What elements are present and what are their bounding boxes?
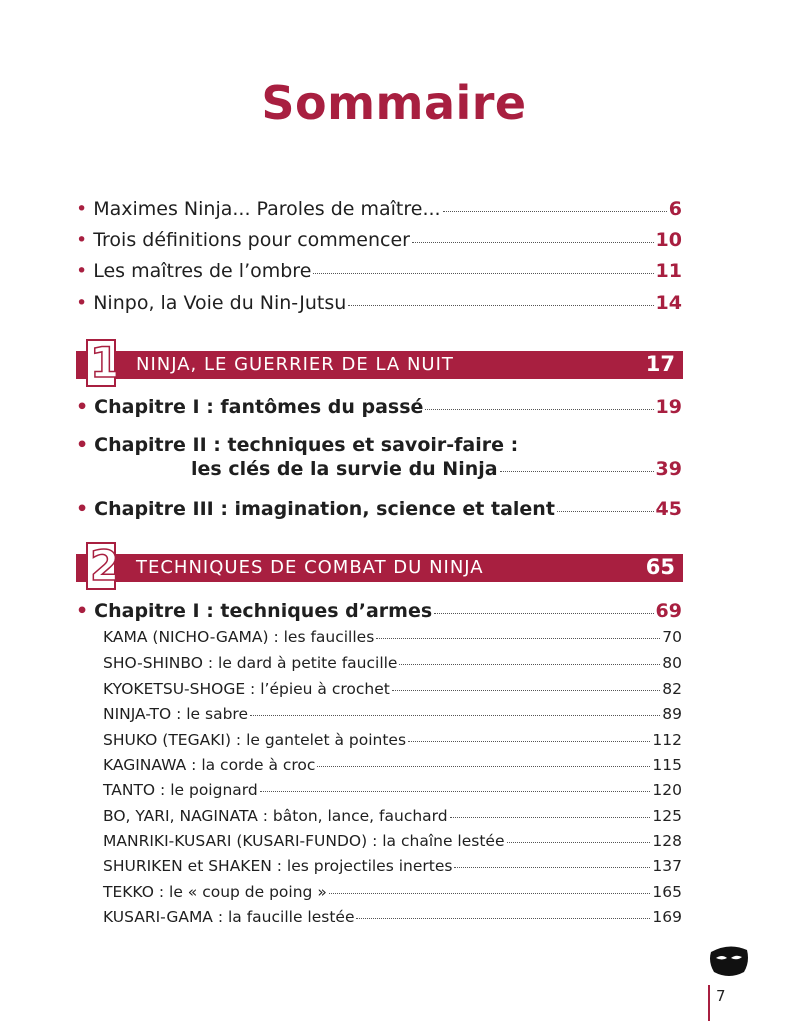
subentry[interactable] (103, 680, 682, 698)
subentry-text: SHO-SHINBO : le dard à petite faucille (103, 654, 398, 672)
chapter-page-number: 69 (655, 600, 682, 622)
bullet: • (76, 396, 89, 418)
part-number: 1 (90, 338, 120, 387)
subentry-text: BO, YARI, NAGINATA : bâton, lance, fauchard (103, 807, 448, 825)
leader-dots (408, 740, 650, 742)
leader-dots (329, 892, 651, 894)
leader-dots (250, 714, 660, 716)
leader-dots (376, 637, 660, 639)
subentry-page-number: 165 (652, 883, 682, 901)
chapter-title: Chapitre III : imagination, science et talent (94, 498, 555, 520)
subentry-page-number: 128 (652, 832, 682, 850)
bullet: • (76, 498, 89, 520)
subentry-text: KAMA (NICHO-GAMA) : les faucilles (103, 628, 375, 646)
toc-entry-text: Maximes Ninja... Paroles de maître... (93, 198, 441, 220)
chapter-entry[interactable] (76, 396, 682, 418)
page-title: Sommaire (261, 76, 527, 130)
leader-dots (392, 689, 660, 691)
leader-dots (557, 510, 654, 512)
subentry-page-number: 80 (662, 654, 682, 672)
leader-dots (260, 790, 651, 792)
bullet: • (76, 198, 88, 220)
part-1-header[interactable] (76, 338, 683, 387)
subentry-text: TANTO : le poignard (103, 781, 258, 799)
subentry[interactable] (103, 628, 682, 646)
leader-dots (412, 241, 654, 243)
subentry[interactable] (103, 807, 682, 825)
subentry-text: SHUKO (TEGAKI) : le gantelet à pointes (103, 731, 407, 749)
part-title: TECHNIQUES DE COMBAT DU NINJA (136, 557, 484, 578)
toc-page-number: 14 (655, 292, 682, 314)
part-title: NINJA, LE GUERRIER DE LA NUIT (136, 354, 454, 375)
leader-dots (348, 304, 653, 306)
toc-entry-text: Trois définitions pour commencer (93, 229, 410, 251)
subentry-page-number: 120 (652, 781, 682, 799)
subentry-page-number: 112 (652, 731, 682, 749)
toc-entry[interactable] (76, 229, 682, 251)
toc-entry-text: Ninpo, la Voie du Nin-Jutsu (93, 292, 347, 314)
subentry-text: KUSARI-GAMA : la faucille lestée (103, 908, 355, 926)
subentry[interactable] (103, 756, 682, 774)
toc-entry[interactable] (76, 198, 682, 220)
subentry-page-number: 70 (662, 628, 682, 646)
subentry-text: MANRIKI-KUSARI (KUSARI-FUNDO) : la chaîne lestée (103, 832, 505, 850)
chapter-title: les clés de la survie du Ninja (191, 458, 498, 480)
subentry-text: NINJA-TO : le sabre (103, 705, 248, 723)
subentry-text: KYOKETSU-SHOGE : l’épieu à crochet (103, 680, 390, 698)
ninja-mask-icon (708, 944, 750, 978)
subentry[interactable] (103, 857, 682, 875)
leader-dots (454, 866, 650, 868)
subentry[interactable] (103, 731, 682, 749)
leader-dots (500, 470, 654, 472)
bullet: • (76, 260, 88, 282)
leader-dots (356, 917, 650, 919)
page-number: 7 (716, 987, 726, 1005)
subentry-page-number: 82 (662, 680, 682, 698)
subentry[interactable] (103, 705, 682, 723)
subentry-text: TEKKO : le « coup de poing » (103, 883, 327, 901)
part-number-box (86, 338, 120, 387)
subentry-text: SHURIKEN et SHAKEN : les projectiles inertes (103, 857, 453, 875)
bullet: • (76, 292, 88, 314)
bullet: • (76, 229, 88, 251)
toc-entry-text: Les maîtres de l’ombre (93, 260, 312, 282)
leader-dots (425, 408, 653, 410)
subentry-page-number: 125 (652, 807, 682, 825)
chapter-title: Chapitre II : techniques et savoir-faire : (94, 434, 519, 456)
bullet: • (76, 600, 89, 622)
chapter-title: Chapitre I : techniques d’armes (94, 600, 433, 622)
subentry[interactable] (103, 832, 682, 850)
part-number-box (86, 541, 120, 590)
chapter-page-number: 19 (655, 396, 682, 418)
leader-dots (443, 210, 667, 212)
toc-page-number: 6 (668, 198, 682, 220)
leader-dots (399, 663, 660, 665)
subentry-page-number: 89 (662, 705, 682, 723)
chapter-page-number: 39 (655, 458, 682, 480)
leader-dots (507, 841, 651, 843)
leader-dots (317, 765, 650, 767)
chapter-entry[interactable] (76, 434, 682, 456)
footer-rule (708, 985, 710, 1021)
toc-entry[interactable] (76, 260, 682, 282)
chapter-entry[interactable] (76, 498, 682, 520)
part-number: 2 (90, 541, 120, 590)
toc-page-number: 10 (655, 229, 682, 251)
subentry-text: KAGINAWA : la corde à croc (103, 756, 316, 774)
subentry[interactable] (103, 908, 682, 926)
subentry[interactable] (103, 654, 682, 672)
toc-entry[interactable] (76, 292, 682, 314)
part-page-number: 17 (645, 352, 675, 376)
part-2-header[interactable] (76, 541, 683, 590)
subentry[interactable] (103, 883, 682, 901)
chapter-title: Chapitre I : fantômes du passé (94, 396, 424, 418)
leader-dots (450, 816, 651, 818)
subentry-page-number: 115 (652, 756, 682, 774)
chapter-entry[interactable] (76, 600, 682, 622)
part-page-number: 65 (645, 555, 675, 579)
chapter-page-number: 45 (655, 498, 682, 520)
bullet: • (76, 434, 89, 456)
leader-dots (434, 612, 653, 614)
subentry[interactable] (103, 781, 682, 799)
leader-dots (313, 272, 653, 274)
toc-page-number: 11 (655, 260, 682, 282)
chapter-entry-continued[interactable] (191, 458, 682, 480)
subentry-page-number: 137 (652, 857, 682, 875)
subentry-page-number: 169 (652, 908, 682, 926)
